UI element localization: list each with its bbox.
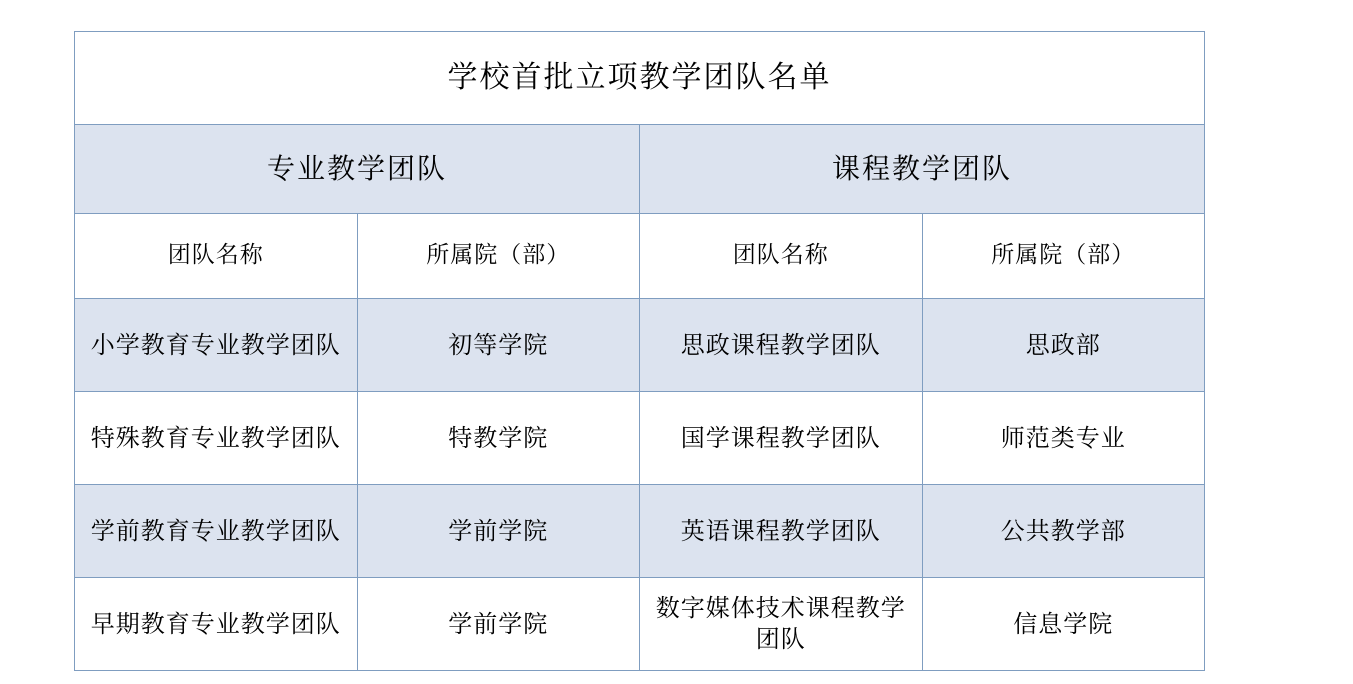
column-header-row <box>75 214 1205 299</box>
cell-course-team-name: 国学课程教学团队 <box>640 392 923 485</box>
column-header-major-department: 所属院（部） <box>357 214 640 299</box>
cell-course-team-name: 数字媒体技术课程教学团队 <box>640 578 923 671</box>
table-row <box>75 485 1205 578</box>
table-row <box>75 392 1205 485</box>
table-row <box>75 578 1205 671</box>
cell-major-department: 特教学院 <box>357 392 640 485</box>
cell-course-team-name: 英语课程教学团队 <box>640 485 923 578</box>
page-title: 学校首批立项教学团队名单 <box>75 32 1205 125</box>
cell-course-team-name: 思政课程教学团队 <box>640 299 923 392</box>
cell-course-department: 信息学院 <box>922 578 1205 671</box>
cell-major-department: 学前学院 <box>357 578 640 671</box>
cell-major-team-name: 早期教育专业教学团队 <box>75 578 358 671</box>
table-row <box>75 299 1205 392</box>
cell-course-department: 师范类专业 <box>922 392 1205 485</box>
cell-major-department: 初等学院 <box>357 299 640 392</box>
teams-table <box>74 31 1205 671</box>
cell-major-team-name: 小学教育专业教学团队 <box>75 299 358 392</box>
cell-major-team-name: 特殊教育专业教学团队 <box>75 392 358 485</box>
group-header-course: 课程教学团队 <box>640 125 1205 214</box>
cell-course-department: 思政部 <box>922 299 1205 392</box>
column-header-course-team-name: 团队名称 <box>640 214 923 299</box>
teams-table-container <box>74 31 1205 671</box>
cell-course-department: 公共教学部 <box>922 485 1205 578</box>
table-title-row <box>75 32 1205 125</box>
cell-major-team-name: 学前教育专业教学团队 <box>75 485 358 578</box>
column-header-major-team-name: 团队名称 <box>75 214 358 299</box>
column-header-course-department: 所属院（部） <box>922 214 1205 299</box>
group-header-row <box>75 125 1205 214</box>
cell-major-department: 学前学院 <box>357 485 640 578</box>
group-header-major: 专业教学团队 <box>75 125 640 214</box>
